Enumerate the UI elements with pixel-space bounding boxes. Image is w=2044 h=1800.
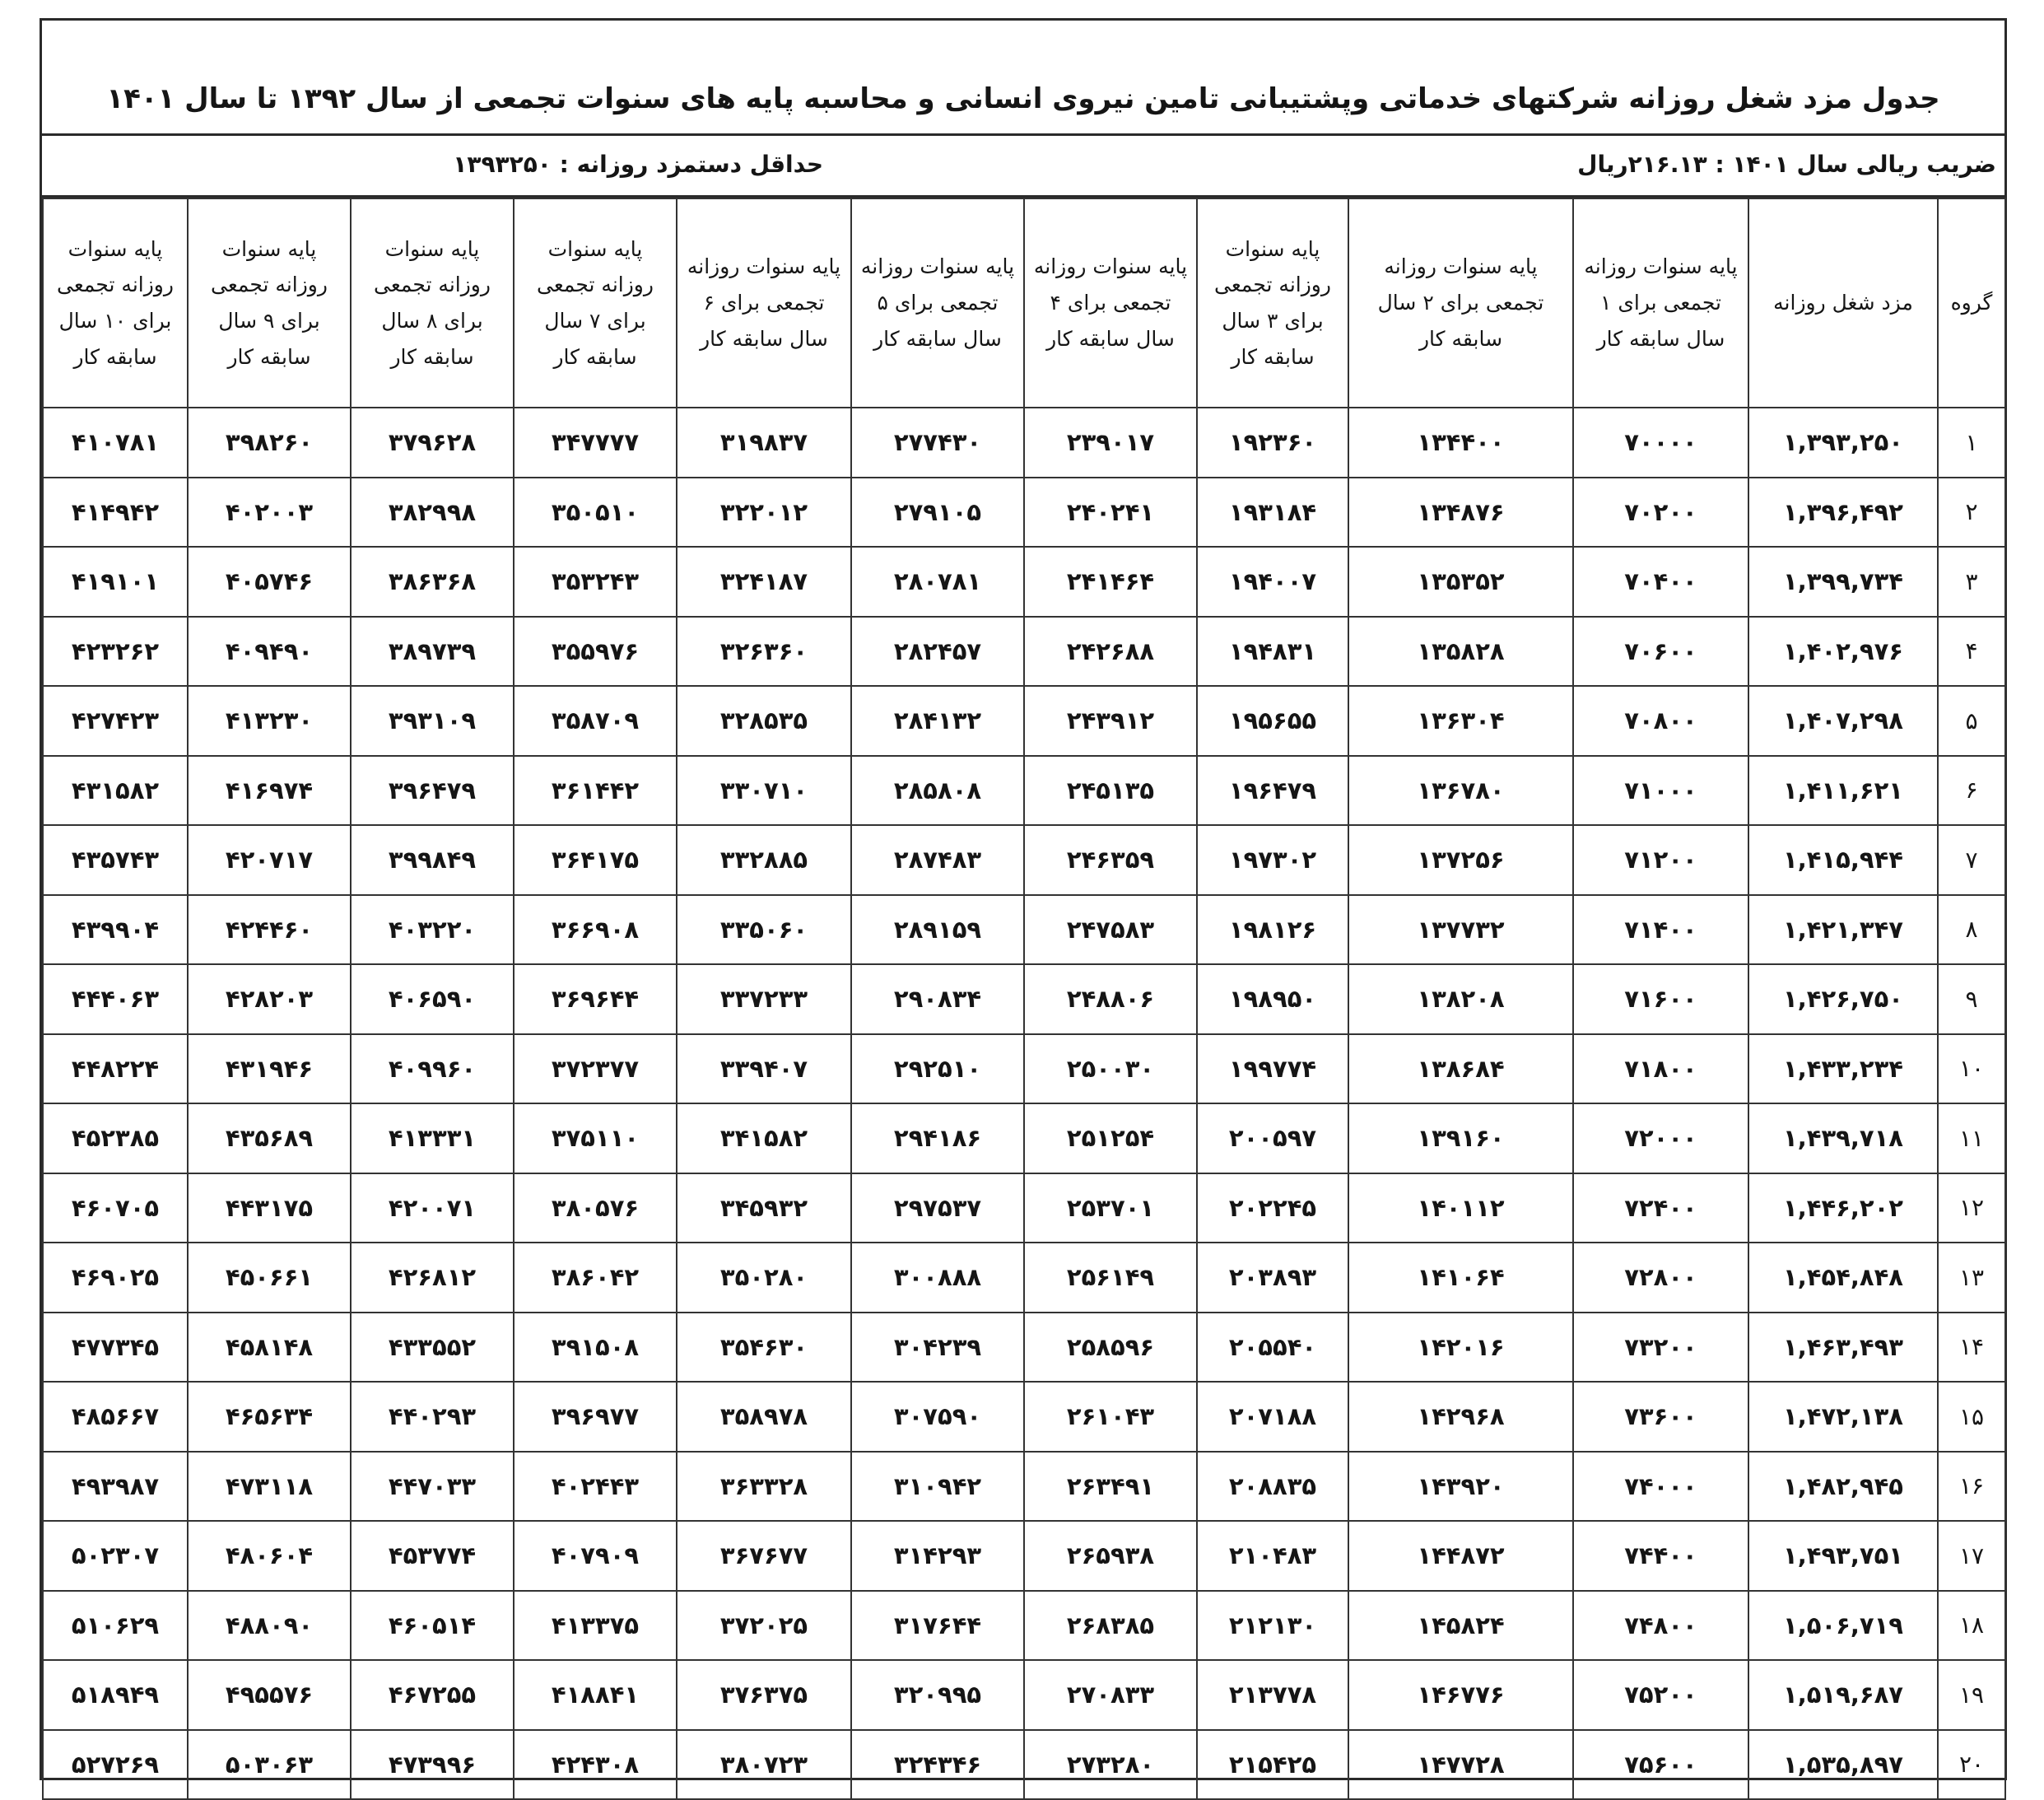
daily-wage-cell: ۱,۴۲۶,۷۵۰ — [1748, 964, 1938, 1034]
table-row — [43, 964, 2005, 1034]
seniority-cell: ۱۴۵۸۲۴ — [1348, 1591, 1573, 1661]
seniority-cell: ۱۳۶۷۸۰ — [1348, 756, 1573, 826]
seniority-cell: ۲۸۵۸۰۸ — [851, 756, 1024, 826]
seniority-cell: ۳۱۷۶۴۴ — [851, 1591, 1024, 1661]
header-seniority-2-years: پایه سنوات روزانه تجمعی برای ۲ سال سابقه کار — [1348, 198, 1573, 408]
header-seniority-6-years: پایه سنوات روزانه تجمعی برای ۶ سال سابقه کار — [677, 198, 851, 408]
seniority-cell: ۱۹۴۸۳۱ — [1197, 617, 1348, 687]
table-row — [43, 1660, 2005, 1730]
group-cell: ۳ — [1938, 547, 2005, 617]
document-frame — [40, 18, 2007, 1780]
seniority-cell: ۳۷۹۶۲۸ — [351, 408, 514, 478]
seniority-cell: ۳۳۹۴۰۷ — [677, 1034, 851, 1104]
seniority-cell: ۴۵۲۳۸۵ — [43, 1103, 188, 1173]
seniority-cell: ۳۶۴۱۷۵ — [514, 825, 677, 895]
group-cell: ۱۱ — [1938, 1103, 2005, 1173]
minimum-daily-wage: حداقل دستمزد روزانه : ۱۳۹۳۲۵۰ — [453, 151, 823, 178]
seniority-cell: ۲۸۰۷۸۱ — [851, 547, 1024, 617]
seniority-cell: ۴۱۰۷۸۱ — [43, 408, 188, 478]
seniority-cell: ۲۷۰۸۳۳ — [1024, 1660, 1197, 1730]
seniority-cell: ۲۱۵۴۲۵ — [1197, 1730, 1348, 1800]
seniority-cell: ۲۴۲۶۸۸ — [1024, 617, 1197, 687]
seniority-cell: ۲۷۳۲۸۰ — [1024, 1730, 1197, 1800]
seniority-cell: ۴۷۳۱۱۸ — [188, 1452, 351, 1522]
seniority-cell: ۴۳۵۷۴۳ — [43, 825, 188, 895]
seniority-cell: ۲۹۰۸۳۴ — [851, 964, 1024, 1034]
group-cell: ۶ — [1938, 756, 2005, 826]
group-cell: ۱۹ — [1938, 1660, 2005, 1730]
header-seniority-4-years: پایه سنوات روزانه تجمعی برای ۴ سال سابقه کار — [1024, 198, 1197, 408]
header-group: گروه — [1938, 198, 2005, 408]
seniority-cell: ۳۸۶۰۴۲ — [514, 1243, 677, 1313]
seniority-cell: ۳۵۸۷۰۹ — [514, 686, 677, 756]
table-row — [43, 1103, 2005, 1173]
seniority-cell: ۳۸۹۷۳۹ — [351, 617, 514, 687]
daily-wage-cell: ۱,۵۳۵,۸۹۷ — [1748, 1730, 1938, 1800]
seniority-cell: ۲۹۴۱۸۶ — [851, 1103, 1024, 1173]
seniority-cell: ۳۹۶۴۷۹ — [351, 756, 514, 826]
seniority-cell: ۴۱۳۲۳۰ — [188, 686, 351, 756]
seniority-cell: ۳۴۷۷۷۷ — [514, 408, 677, 478]
seniority-cell: ۴۳۱۵۸۲ — [43, 756, 188, 826]
seniority-cell: ۴۲۳۲۶۲ — [43, 617, 188, 687]
table-row — [43, 1243, 2005, 1313]
table-row — [43, 895, 2005, 965]
seniority-cell: ۷۱۸۰۰ — [1573, 1034, 1748, 1104]
wage-table — [42, 198, 2006, 1800]
seniority-cell: ۱۳۸۶۸۴ — [1348, 1034, 1573, 1104]
seniority-cell: ۳۲۶۳۶۰ — [677, 617, 851, 687]
seniority-cell: ۳۶۳۳۲۸ — [677, 1452, 851, 1522]
seniority-cell: ۴۶۷۲۵۵ — [351, 1660, 514, 1730]
daily-wage-cell: ۱,۳۹۳,۲۵۰ — [1748, 408, 1938, 478]
seniority-cell: ۷۰۲۰۰ — [1573, 478, 1748, 548]
seniority-cell: ۴۱۴۹۴۲ — [43, 478, 188, 548]
seniority-cell: ۴۸۰۶۰۴ — [188, 1521, 351, 1591]
seniority-cell: ۵۰۳۰۶۳ — [188, 1730, 351, 1800]
seniority-cell: ۲۷۷۴۳۰ — [851, 408, 1024, 478]
seniority-cell: ۳۲۸۵۳۵ — [677, 686, 851, 756]
seniority-cell: ۳۲۴۱۸۷ — [677, 547, 851, 617]
seniority-cell: ۴۹۵۵۷۶ — [188, 1660, 351, 1730]
seniority-cell: ۴۰۲۰۰۳ — [188, 478, 351, 548]
seniority-cell: ۲۱۰۴۸۳ — [1197, 1521, 1348, 1591]
daily-wage-cell: ۱,۴۰۲,۹۷۶ — [1748, 617, 1938, 687]
seniority-cell: ۲۶۳۴۹۱ — [1024, 1452, 1197, 1522]
seniority-cell: ۴۲۴۳۰۸ — [514, 1730, 677, 1800]
seniority-cell: ۲۹۲۵۱۰ — [851, 1034, 1024, 1104]
table-row — [43, 408, 2005, 478]
seniority-cell: ۳۱۹۸۳۷ — [677, 408, 851, 478]
seniority-cell: ۲۸۷۴۸۳ — [851, 825, 1024, 895]
seniority-cell: ۱۳۴۸۷۶ — [1348, 478, 1573, 548]
seniority-cell: ۴۲۰۰۷۱ — [351, 1173, 514, 1243]
table-row — [43, 1173, 2005, 1243]
group-cell: ۱ — [1938, 408, 2005, 478]
seniority-cell: ۱۳۶۳۰۴ — [1348, 686, 1573, 756]
seniority-cell: ۳۸۰۵۷۶ — [514, 1173, 677, 1243]
daily-wage-cell: ۱,۴۹۳,۷۵۱ — [1748, 1521, 1938, 1591]
seniority-cell: ۳۲۲۰۱۲ — [677, 478, 851, 548]
seniority-cell: ۷۴۸۰۰ — [1573, 1591, 1748, 1661]
daily-wage-cell: ۱,۴۳۳,۲۳۴ — [1748, 1034, 1938, 1104]
seniority-cell: ۴۰۳۲۲۰ — [351, 895, 514, 965]
daily-wage-cell: ۱,۴۸۲,۹۴۵ — [1748, 1452, 1938, 1522]
seniority-cell: ۵۲۷۲۶۹ — [43, 1730, 188, 1800]
header-seniority-8-years: پایه سنوات روزانه تجمعی برای ۸ سال سابقه کار — [351, 198, 514, 408]
seniority-cell: ۳۲۰۹۹۵ — [851, 1660, 1024, 1730]
group-cell: ۱۲ — [1938, 1173, 2005, 1243]
header-seniority-7-years: پایه سنوات روزانه تجمعی برای ۷ سال سابقه کار — [514, 198, 677, 408]
seniority-cell: ۷۱۴۰۰ — [1573, 895, 1748, 965]
daily-wage-cell: ۱,۴۳۹,۷۱۸ — [1748, 1103, 1938, 1173]
seniority-cell: ۱۹۶۴۷۹ — [1197, 756, 1348, 826]
seniority-cell: ۱۳۷۲۵۶ — [1348, 825, 1573, 895]
group-cell: ۱۰ — [1938, 1034, 2005, 1104]
seniority-cell: ۱۹۴۰۰۷ — [1197, 547, 1348, 617]
seniority-cell: ۴۹۳۹۸۷ — [43, 1452, 188, 1522]
seniority-cell: ۴۶۰۷۰۵ — [43, 1173, 188, 1243]
seniority-cell: ۴۴۰۲۹۳ — [351, 1382, 514, 1452]
seniority-cell: ۵۰۲۳۰۷ — [43, 1521, 188, 1591]
group-cell: ۱۳ — [1938, 1243, 2005, 1313]
seniority-cell: ۱۴۴۸۷۲ — [1348, 1521, 1573, 1591]
seniority-cell: ۴۱۳۳۳۱ — [351, 1103, 514, 1173]
header-seniority-9-years: پایه سنوات روزانه تجمعی برای ۹ سال سابقه کار — [188, 198, 351, 408]
seniority-cell: ۳۰۰۸۸۸ — [851, 1243, 1024, 1313]
seniority-cell: ۲۰۵۵۴۰ — [1197, 1313, 1348, 1383]
group-cell: ۸ — [1938, 895, 2005, 965]
seniority-cell: ۷۰۸۰۰ — [1573, 686, 1748, 756]
seniority-cell: ۱۳۴۴۰۰ — [1348, 408, 1573, 478]
seniority-cell: ۴۳۹۹۰۴ — [43, 895, 188, 965]
seniority-cell: ۳۳۵۰۶۰ — [677, 895, 851, 965]
seniority-cell: ۳۲۴۳۴۶ — [851, 1730, 1024, 1800]
seniority-cell: ۲۰۰۵۹۷ — [1197, 1103, 1348, 1173]
seniority-cell: ۲۸۹۱۵۹ — [851, 895, 1024, 965]
seniority-cell: ۲۴۶۳۵۹ — [1024, 825, 1197, 895]
table-row — [43, 1034, 2005, 1104]
seniority-cell: ۳۶۹۶۴۴ — [514, 964, 677, 1034]
group-cell: ۲۰ — [1938, 1730, 2005, 1800]
seniority-cell: ۳۴۱۵۸۲ — [677, 1103, 851, 1173]
seniority-cell: ۴۸۵۶۶۷ — [43, 1382, 188, 1452]
group-cell: ۲ — [1938, 478, 2005, 548]
seniority-cell: ۳۷۵۱۱۰ — [514, 1103, 677, 1173]
seniority-cell: ۴۰۲۴۴۳ — [514, 1452, 677, 1522]
group-cell: ۵ — [1938, 686, 2005, 756]
seniority-cell: ۴۴۷۰۳۳ — [351, 1452, 514, 1522]
seniority-cell: ۳۸۶۳۶۸ — [351, 547, 514, 617]
seniority-cell: ۷۳۲۰۰ — [1573, 1313, 1748, 1383]
table-row — [43, 1313, 2005, 1383]
seniority-cell: ۷۴۴۰۰ — [1573, 1521, 1748, 1591]
seniority-cell: ۱۹۷۳۰۲ — [1197, 825, 1348, 895]
seniority-cell: ۴۵۰۶۶۱ — [188, 1243, 351, 1313]
seniority-cell: ۴۳۵۶۸۹ — [188, 1103, 351, 1173]
group-cell: ۷ — [1938, 825, 2005, 895]
seniority-cell: ۱۹۲۳۶۰ — [1197, 408, 1348, 478]
seniority-cell: ۷۵۶۰۰ — [1573, 1730, 1748, 1800]
seniority-cell: ۳۵۰۲۸۰ — [677, 1243, 851, 1313]
seniority-cell: ۵۱۰۶۲۹ — [43, 1591, 188, 1661]
daily-wage-cell: ۱,۴۷۲,۱۳۸ — [1748, 1382, 1938, 1452]
seniority-cell: ۴۴۸۲۲۴ — [43, 1034, 188, 1104]
seniority-cell: ۳۵۵۹۷۶ — [514, 617, 677, 687]
table-body — [43, 408, 2005, 1799]
seniority-cell: ۳۸۰۷۲۳ — [677, 1730, 851, 1800]
seniority-cell: ۷۰۴۰۰ — [1573, 547, 1748, 617]
info-row — [42, 136, 2004, 198]
seniority-cell: ۳۸۲۹۹۸ — [351, 478, 514, 548]
seniority-cell: ۲۰۳۸۹۳ — [1197, 1243, 1348, 1313]
seniority-cell: ۲۵۶۱۴۹ — [1024, 1243, 1197, 1313]
table-row — [43, 617, 2005, 687]
table-row — [43, 1382, 2005, 1452]
seniority-cell: ۲۴۰۲۴۱ — [1024, 478, 1197, 548]
table-row — [43, 1521, 2005, 1591]
seniority-cell: ۱۹۳۱۸۴ — [1197, 478, 1348, 548]
seniority-cell: ۲۱۲۱۳۰ — [1197, 1591, 1348, 1661]
seniority-cell: ۷۱۶۰۰ — [1573, 964, 1748, 1034]
seniority-cell: ۷۱۲۰۰ — [1573, 825, 1748, 895]
seniority-cell: ۱۳۸۲۰۸ — [1348, 964, 1573, 1034]
seniority-cell: ۴۲۸۲۰۳ — [188, 964, 351, 1034]
seniority-cell: ۳۹۳۱۰۹ — [351, 686, 514, 756]
seniority-cell: ۲۹۷۵۳۷ — [851, 1173, 1024, 1243]
seniority-cell: ۷۰۶۰۰ — [1573, 617, 1748, 687]
seniority-cell: ۳۹۱۵۰۸ — [514, 1313, 677, 1383]
seniority-cell: ۴۱۳۳۷۵ — [514, 1591, 677, 1661]
seniority-cell: ۱۴۲۰۱۶ — [1348, 1313, 1573, 1383]
daily-wage-cell: ۱,۵۱۹,۶۸۷ — [1748, 1660, 1938, 1730]
daily-wage-cell: ۱,۳۹۶,۴۹۲ — [1748, 478, 1938, 548]
header-seniority-1-years: پایه سنوات روزانه تجمعی برای ۱ سال سابقه کار — [1573, 198, 1748, 408]
seniority-cell: ۷۵۲۰۰ — [1573, 1660, 1748, 1730]
group-cell: ۱۶ — [1938, 1452, 2005, 1522]
seniority-cell: ۲۴۵۱۳۵ — [1024, 756, 1197, 826]
seniority-cell: ۳۶۷۶۷۷ — [677, 1521, 851, 1591]
seniority-cell: ۱۴۶۷۷۶ — [1348, 1660, 1573, 1730]
seniority-cell: ۳۶۱۴۴۲ — [514, 756, 677, 826]
seniority-cell: ۳۱۰۹۴۲ — [851, 1452, 1024, 1522]
seniority-cell: ۲۸۴۱۳۲ — [851, 686, 1024, 756]
seniority-cell: ۲۰۲۲۴۵ — [1197, 1173, 1348, 1243]
seniority-cell: ۴۶۹۰۲۵ — [43, 1243, 188, 1313]
seniority-cell: ۱۳۵۳۵۲ — [1348, 547, 1573, 617]
seniority-cell: ۴۰۶۵۹۰ — [351, 964, 514, 1034]
seniority-cell: ۱۴۱۰۶۴ — [1348, 1243, 1573, 1313]
seniority-cell: ۳۵۰۵۱۰ — [514, 478, 677, 548]
seniority-cell: ۱۴۷۷۲۸ — [1348, 1730, 1573, 1800]
seniority-cell: ۴۷۳۹۹۶ — [351, 1730, 514, 1800]
seniority-cell: ۴۰۵۷۴۶ — [188, 547, 351, 617]
seniority-cell: ۳۰۷۵۹۰ — [851, 1382, 1024, 1452]
seniority-cell: ۲۴۷۵۸۳ — [1024, 895, 1197, 965]
seniority-cell: ۴۰۹۴۹۰ — [188, 617, 351, 687]
seniority-cell: ۳۳۲۸۸۵ — [677, 825, 851, 895]
table-header-row — [43, 198, 2005, 408]
seniority-cell: ۳۶۶۹۰۸ — [514, 895, 677, 965]
seniority-cell: ۷۲۰۰۰ — [1573, 1103, 1748, 1173]
seniority-cell: ۴۵۸۱۴۸ — [188, 1313, 351, 1383]
daily-wage-cell: ۱,۳۹۹,۷۳۴ — [1748, 547, 1938, 617]
seniority-cell: ۲۳۹۰۱۷ — [1024, 408, 1197, 478]
table-row — [43, 756, 2005, 826]
table-row — [43, 1591, 2005, 1661]
table-row — [43, 825, 2005, 895]
seniority-cell: ۴۳۱۹۴۶ — [188, 1034, 351, 1104]
group-cell: ۱۸ — [1938, 1591, 2005, 1661]
table-row — [43, 547, 2005, 617]
seniority-cell: ۴۸۸۰۹۰ — [188, 1591, 351, 1661]
header-seniority-5-years: پایه سنوات روزانه تجمعی برای ۵ سال سابقه کار — [851, 198, 1024, 408]
group-cell: ۱۷ — [1938, 1521, 2005, 1591]
seniority-cell: ۳۷۲۳۷۷ — [514, 1034, 677, 1104]
seniority-cell: ۳۷۲۰۲۵ — [677, 1591, 851, 1661]
daily-wage-cell: ۱,۵۰۶,۷۱۹ — [1748, 1591, 1938, 1661]
seniority-cell: ۱۹۹۷۷۴ — [1197, 1034, 1348, 1104]
seniority-cell: ۴۶۵۶۳۴ — [188, 1382, 351, 1452]
title-row — [42, 21, 2004, 136]
seniority-cell: ۱۹۵۶۵۵ — [1197, 686, 1348, 756]
seniority-cell: ۳۵۸۹۷۸ — [677, 1382, 851, 1452]
seniority-cell: ۵۱۸۹۴۹ — [43, 1660, 188, 1730]
seniority-cell: ۳۳۰۷۱۰ — [677, 756, 851, 826]
seniority-cell: ۳۳۷۲۳۳ — [677, 964, 851, 1034]
daily-wage-cell: ۱,۴۴۶,۲۰۲ — [1748, 1173, 1938, 1243]
seniority-cell: ۴۲۷۴۲۳ — [43, 686, 188, 756]
group-cell: ۹ — [1938, 964, 2005, 1034]
seniority-cell: ۱۴۳۹۲۰ — [1348, 1452, 1573, 1522]
seniority-cell: ۴۶۰۵۱۴ — [351, 1591, 514, 1661]
seniority-cell: ۲۱۳۷۷۸ — [1197, 1660, 1348, 1730]
seniority-cell: ۷۱۰۰۰ — [1573, 756, 1748, 826]
seniority-cell: ۴۰۷۹۰۹ — [514, 1521, 677, 1591]
header-daily-wage: مزد شغل روزانه — [1748, 198, 1938, 408]
seniority-cell: ۲۶۸۳۸۵ — [1024, 1591, 1197, 1661]
daily-wage-cell: ۱,۴۱۵,۹۴۴ — [1748, 825, 1938, 895]
seniority-cell: ۲۰۸۸۳۵ — [1197, 1452, 1348, 1522]
seniority-cell: ۱۴۲۹۶۸ — [1348, 1382, 1573, 1452]
seniority-cell: ۲۴۸۸۰۶ — [1024, 964, 1197, 1034]
seniority-cell: ۳۷۶۳۷۵ — [677, 1660, 851, 1730]
group-cell: ۱۴ — [1938, 1313, 2005, 1383]
seniority-cell: ۴۲۶۸۱۲ — [351, 1243, 514, 1313]
seniority-cell: ۴۵۳۷۷۴ — [351, 1521, 514, 1591]
seniority-cell: ۲۵۸۵۹۶ — [1024, 1313, 1197, 1383]
daily-wage-cell: ۱,۴۱۱,۶۲۱ — [1748, 756, 1938, 826]
seniority-cell: ۳۹۸۲۶۰ — [188, 408, 351, 478]
seniority-cell: ۳۰۴۲۳۹ — [851, 1313, 1024, 1383]
seniority-cell: ۷۴۰۰۰ — [1573, 1452, 1748, 1522]
seniority-cell: ۴۲۴۴۶۰ — [188, 895, 351, 965]
group-cell: ۱۵ — [1938, 1382, 2005, 1452]
seniority-cell: ۲۸۲۴۵۷ — [851, 617, 1024, 687]
seniority-cell: ۴۲۰۷۱۷ — [188, 825, 351, 895]
table-row — [43, 478, 2005, 548]
seniority-cell: ۳۴۵۹۳۲ — [677, 1173, 851, 1243]
table-row — [43, 1452, 2005, 1522]
group-cell: ۴ — [1938, 617, 2005, 687]
seniority-cell: ۱۴۰۱۱۲ — [1348, 1173, 1573, 1243]
seniority-cell: ۲۶۵۹۳۸ — [1024, 1521, 1197, 1591]
header-seniority-3-years: پایه سنوات روزانه تجمعی برای ۳ سال سابقه کار — [1197, 198, 1348, 408]
seniority-cell: ۴۱۸۸۴۱ — [514, 1660, 677, 1730]
seniority-cell: ۷۲۴۰۰ — [1573, 1173, 1748, 1243]
seniority-cell: ۳۹۹۸۴۹ — [351, 825, 514, 895]
seniority-cell: ۳۵۳۲۴۳ — [514, 547, 677, 617]
seniority-cell: ۱۳۵۸۲۸ — [1348, 617, 1573, 687]
daily-wage-cell: ۱,۴۲۱,۳۴۷ — [1748, 895, 1938, 965]
page-title: جدول مزد شغل روزانه شرکتهای خدماتی وپشتیبانی تامین نیروی انسانی و محاسبه پایه های سنوات تجمعی از سال ۱۳۹۲ تا سال ۱۴۰۱ — [106, 82, 1940, 115]
table-row — [43, 686, 2005, 756]
seniority-cell: ۷۳۶۰۰ — [1573, 1382, 1748, 1452]
seniority-cell: ۲۵۰۰۳۰ — [1024, 1034, 1197, 1104]
seniority-cell: ۱۹۸۱۲۶ — [1197, 895, 1348, 965]
seniority-cell: ۴۱۹۱۰۱ — [43, 547, 188, 617]
table-row — [43, 1730, 2005, 1800]
seniority-cell: ۴۰۹۹۶۰ — [351, 1034, 514, 1104]
seniority-cell: ۷۲۸۰۰ — [1573, 1243, 1748, 1313]
seniority-cell: ۲۶۱۰۴۳ — [1024, 1382, 1197, 1452]
seniority-cell: ۲۴۱۴۶۴ — [1024, 547, 1197, 617]
daily-wage-cell: ۱,۴۵۴,۸۴۸ — [1748, 1243, 1938, 1313]
seniority-cell: ۴۱۶۹۷۴ — [188, 756, 351, 826]
seniority-cell: ۴۷۷۳۴۵ — [43, 1313, 188, 1383]
seniority-cell: ۲۵۱۲۵۴ — [1024, 1103, 1197, 1173]
seniority-cell: ۱۳۷۷۳۲ — [1348, 895, 1573, 965]
seniority-cell: ۱۳۹۱۶۰ — [1348, 1103, 1573, 1173]
seniority-cell: ۱۹۸۹۵۰ — [1197, 964, 1348, 1034]
seniority-cell: ۳۱۴۲۹۳ — [851, 1521, 1024, 1591]
daily-wage-cell: ۱,۴۰۷,۲۹۸ — [1748, 686, 1938, 756]
seniority-cell: ۴۴۳۱۷۵ — [188, 1173, 351, 1243]
daily-wage-cell: ۱,۴۶۳,۴۹۳ — [1748, 1313, 1938, 1383]
rial-coefficient: ضریب ریالی سال ۱۴۰۱ : ۲۱۶.۱۳ریال — [1577, 151, 1996, 178]
header-seniority-10-years: پایه سنوات روزانه تجمعی برای ۱۰ سال سابقه کار — [43, 198, 188, 408]
seniority-cell: ۲۰۷۱۸۸ — [1197, 1382, 1348, 1452]
seniority-cell: ۳۵۴۶۳۰ — [677, 1313, 851, 1383]
seniority-cell: ۴۳۳۵۵۲ — [351, 1313, 514, 1383]
seniority-cell: ۳۹۶۹۷۷ — [514, 1382, 677, 1452]
seniority-cell: ۲۴۳۹۱۲ — [1024, 686, 1197, 756]
seniority-cell: ۷۰۰۰۰ — [1573, 408, 1748, 478]
seniority-cell: ۴۴۴۰۶۳ — [43, 964, 188, 1034]
seniority-cell: ۲۷۹۱۰۵ — [851, 478, 1024, 548]
seniority-cell: ۲۵۳۷۰۱ — [1024, 1173, 1197, 1243]
